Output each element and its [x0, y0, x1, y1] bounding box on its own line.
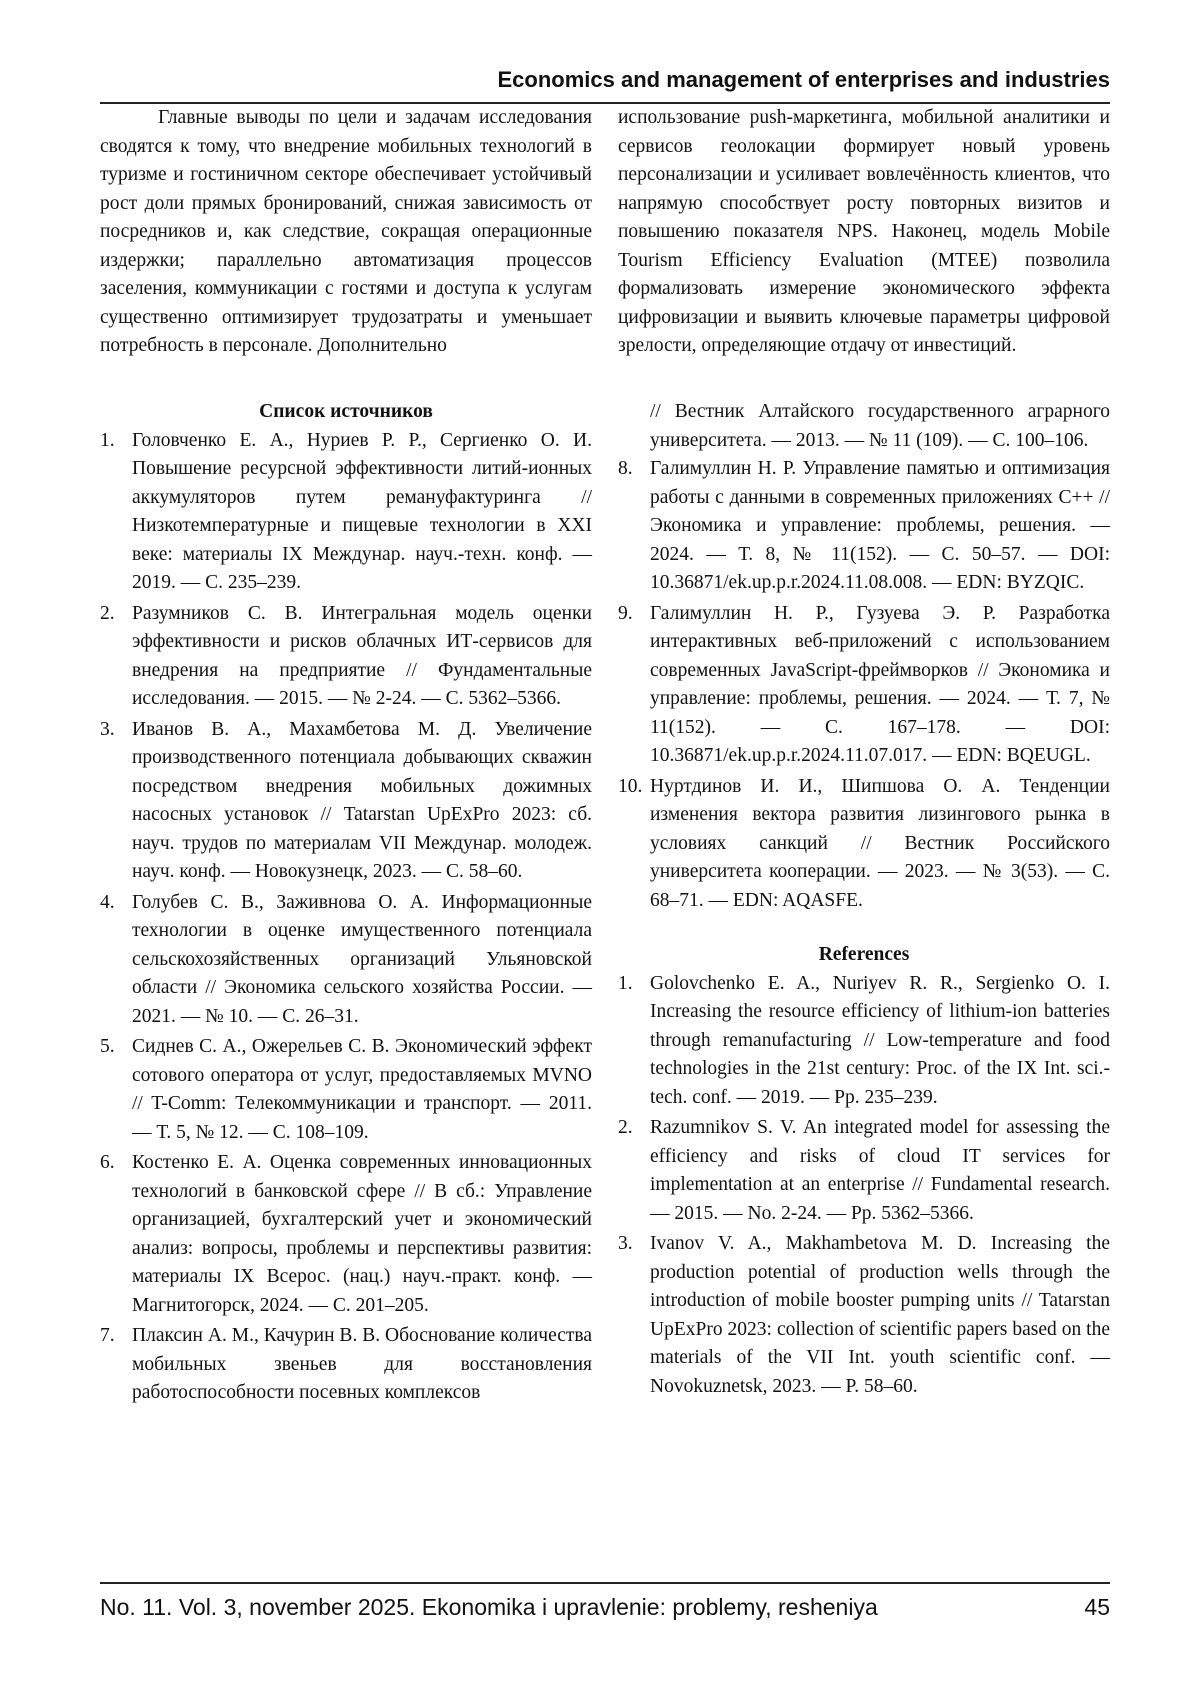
source-item: 2. Разумников С. В. Интегральная модель оценки эффективности и рисков облачных ИТ-сервисов для внедрения на предприятие // Фундаментальные исследования. — 2015. — № 2-24. — С. 5362–5366.: [100, 602, 592, 709]
page-number: 45: [1084, 1594, 1110, 1620]
page: [100, 0, 1110, 1698]
sources-list-right: [618, 455, 1110, 915]
body-left-column: [100, 104, 592, 361]
source-item: 6. Костенко Е. А. Оценка современных инновационных технологий в банковской сфере // В сб.: Управление организацией, бухгалтерский учет и экономический анализ: вопросы, проблемы и перспективы развития: материалы IX Всерос. (нац.) науч.-практ. конф. — Магнитогорск, 2024. — С. 201–205.: [100, 1152, 592, 1316]
footer: [100, 1594, 1110, 1621]
sources-list-left: [100, 427, 592, 1408]
source-item: 9. Галимуллин Н. Р., Гузуева Э. Р. Разработка интерактивных веб-приложений с использованием современных JavaScript-фреймворков // Экономика и управление: проблемы, решения. — 2024. — Т. 7, № 11(152). — С. 167–178. — DOI: 10.36871/ek.up.p.r.2024.11.07.017. — EDN: BQEUGL.: [618, 602, 1110, 766]
source-item: 7. Плаксин А. М., Качурин В. В. Обоснование количества мобильных звеньев для восстановления работоспособности посевных комплексов: [100, 1325, 592, 1403]
source-item: 5. Сиднев С. А., Ожерельев С. В. Экономический эффект сотового оператора от услуг, предоставляемых MVNO // T-Comm: Телекоммуникации и транспорт. — 2011. — Т. 5, № 12. — С. 108–109.: [100, 1036, 592, 1143]
source-item: 8. Галимуллин Н. Р. Управление памятью и оптимизация работы с данными в современных приложениях C++ // Экономика и управление: проблемы, решения. — 2024. — Т. 8, № 11(152). — С. 50–57. — DOI: 10.36871/ek.up.p.r.2024.11.08.008. — EDN: BYZQIC.: [618, 458, 1110, 593]
source-item: 4. Голубев С. В., Заживнова О. А. Информационные технологии в оценке имущественного потенциала сельскохозяйственных организаций Ульяновской области // Экономика сельского хозяйства России. — 2021. — № 10. — С. 26–31.: [100, 891, 592, 1027]
sources-left-column: [100, 398, 592, 1410]
source-item: 1. Головченко Е. А., Нуриев Р. Р., Сергиенко О. И. Повышение ресурсной эффективности литий-ионных аккумуляторов путем ремануфактуринга // Низкотемпературные и пищевые технологии в XXI веке: материалы IX Междунар. науч.-техн. конф. — 2019. — С. 235–239.: [100, 429, 592, 593]
body-right-column: [618, 104, 1110, 361]
sources-title: Список источников: [259, 401, 433, 422]
source-item-continuation: // Вестник Алтайского государственного аграрного университета. — 2013. — № 11 (109). — С. 100–106.: [650, 401, 1110, 451]
body-paragraph-right: использование push-маркетинга, мобильной аналитики и сервисов геолокации формирует новый уровень персонализации и усиливает вовлечённость клиентов, что напрямую способствует росту повторных визитов и повышению показателя NPS. Наконец, модель Mobile Tourism Efficiency Evaluation (MTEE) позволила формализовать измерение экономического эффекта цифровизации и выявить ключевые параметры цифровой зрелости, определяющие отдачу от инвестиций.: [618, 107, 1110, 356]
references-list: [618, 970, 1110, 1402]
footer-rule: [100, 1582, 1110, 1585]
reference-item: 3. Ivanov V. A., Makhambetova M. D. Increasing the production potential of production wells through the introduction of mobile booster pumping units // Tatarstan UpExPro 2023: collection of scientific papers based on the materials of the VII Int. youth scientific conf. — Novokuznetsk, 2023. — P. 58–60.: [618, 1233, 1110, 1397]
source-item: 10. Нуртдинов И. И., Шипшова О. А. Тенденции изменения вектора развития лизингового рынка в условиях санкций // Вестник Российского университета кооперации. — 2023. — № 3(53). — С. 68–71. — EDN: AQASFE.: [618, 775, 1110, 911]
source-item: 3. Иванов В. А., Махамбетова М. Д. Увеличение производственного потенциала добывающих скважин посредством внедрения мобильных дожимных насосных установок // Tatarstan UpExPro 2023: сб. науч. трудов по материалам VII Междунар. молодеж. науч. конф. — Новокузнецк, 2023. — С. 58–60.: [100, 718, 592, 882]
footer-journal: No. 11. Vol. 3, november 2025. Ekonomika i upravlenie: problemy, resheniya: [100, 1594, 878, 1620]
sources-right-column: [618, 398, 1110, 1403]
references-title: References: [818, 944, 910, 965]
reference-item: 1. Golovchenko E. A., Nuriyev R. R., Sergienko O. I. Increasing the resource efficiency of lithium-ion batteries through remanufacturing // Low-temperature and food technologies in the 21st century: Proc. of the IX Int. sci.-tech. conf. — 2019. — Pp. 235–239.: [618, 972, 1110, 1108]
running-header: Economics and management of enterprises and industries: [100, 60, 1110, 104]
reference-item: 2. Razumnikov S. V. An integrated model for assessing the efficiency and risks of cloud IT services for implementation at an enterprise // Fundamental research. — 2015. — No. 2-24. — Pp. 5362–5366.: [618, 1117, 1110, 1224]
body-paragraph-left: Главные выводы по цели и задачам исследования сводятся к тому, что внедрение мобильных технологий в туризме и гостиничном секторе обеспечивает устойчивый рост доли прямых бронирований, снижая зависимость от посредников и, как следствие, сокращая операционные издержки; параллельно автоматизация процессов заселения, коммуникации с гостями и доступа к услугам существенно оптимизирует трудозатраты и уменьшает потребность в персонале. Дополнительно: [100, 107, 592, 356]
